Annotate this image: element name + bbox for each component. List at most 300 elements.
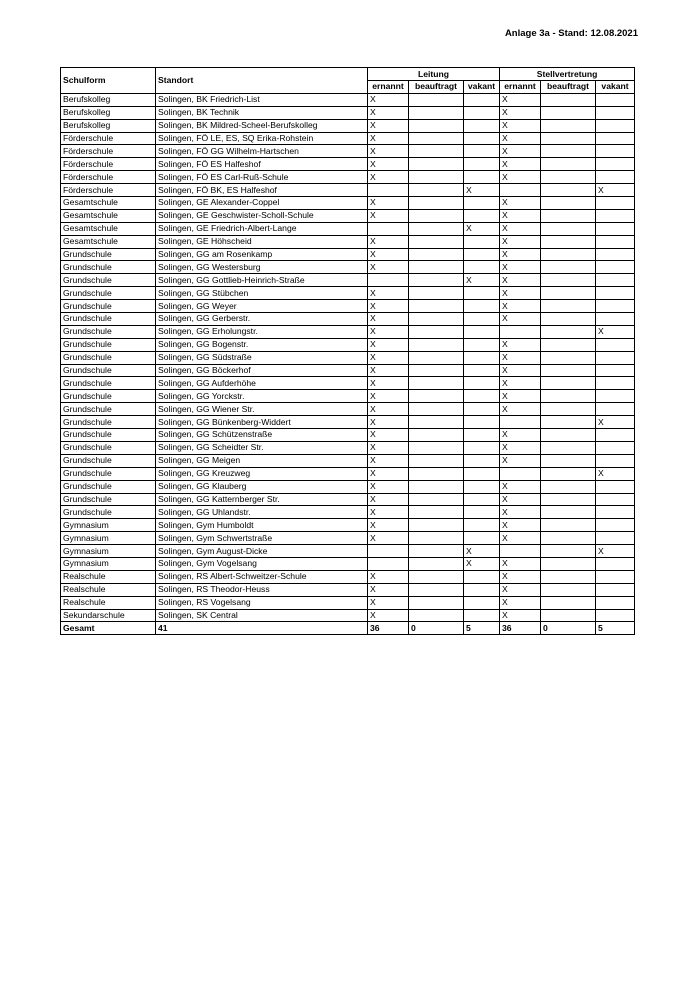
cell-schulform: Grundschule	[61, 325, 156, 338]
cell-leitung-vakant	[464, 338, 500, 351]
cell-leitung-ernannt: X	[368, 197, 409, 210]
header-leitung-beauftragt: beauftragt	[409, 81, 464, 94]
cell-schulform: Grundschule	[61, 377, 156, 390]
cell-standort: Solingen, FÖ BK, ES Halfeshof	[156, 184, 368, 197]
cell-leitung-vakant	[464, 300, 500, 313]
cell-standort: Solingen, Gym Vogelsang	[156, 557, 368, 570]
cell-stellvertretung-beauftragt	[541, 325, 596, 338]
cell-stellvertretung-beauftragt	[541, 416, 596, 429]
total-leitung-vakant: 5	[464, 622, 500, 635]
header-schulform: Schulform	[61, 68, 156, 94]
cell-stellvertretung-vakant	[596, 145, 635, 158]
cell-stellvertretung-beauftragt	[541, 570, 596, 583]
cell-leitung-vakant	[464, 480, 500, 493]
cell-leitung-beauftragt	[409, 235, 464, 248]
cell-stellvertretung-ernannt: X	[500, 583, 541, 596]
cell-leitung-vakant	[464, 377, 500, 390]
cell-stellvertretung-ernannt: X	[500, 119, 541, 132]
cell-standort: Solingen, RS Albert-Schweitzer-Schule	[156, 570, 368, 583]
cell-standort: Solingen, GG Klauberg	[156, 480, 368, 493]
cell-stellvertretung-beauftragt	[541, 248, 596, 261]
cell-stellvertretung-vakant	[596, 300, 635, 313]
cell-stellvertretung-beauftragt	[541, 596, 596, 609]
table-row	[61, 519, 635, 532]
cell-standort: Solingen, Gym Humboldt	[156, 519, 368, 532]
school-leadership-table	[60, 67, 635, 635]
cell-stellvertretung-vakant	[596, 171, 635, 184]
cell-leitung-ernannt: X	[368, 158, 409, 171]
table-row	[61, 609, 635, 622]
cell-schulform: Förderschule	[61, 145, 156, 158]
cell-stellvertretung-vakant	[596, 480, 635, 493]
cell-stellvertretung-vakant	[596, 222, 635, 235]
table-row	[61, 261, 635, 274]
header-leitung-vakant: vakant	[464, 81, 500, 94]
table-row	[61, 364, 635, 377]
cell-schulform: Gymnasium	[61, 532, 156, 545]
cell-schulform: Grundschule	[61, 441, 156, 454]
cell-stellvertretung-beauftragt	[541, 519, 596, 532]
cell-leitung-vakant	[464, 171, 500, 184]
cell-stellvertretung-ernannt: X	[500, 287, 541, 300]
table-row	[61, 545, 635, 558]
table-row	[61, 416, 635, 429]
cell-stellvertretung-beauftragt	[541, 261, 596, 274]
cell-stellvertretung-beauftragt	[541, 274, 596, 287]
table-row	[61, 235, 635, 248]
cell-leitung-beauftragt	[409, 441, 464, 454]
cell-stellvertretung-vakant	[596, 583, 635, 596]
cell-schulform: Förderschule	[61, 132, 156, 145]
cell-leitung-vakant	[464, 235, 500, 248]
cell-schulform: Grundschule	[61, 287, 156, 300]
cell-stellvertretung-vakant	[596, 274, 635, 287]
cell-standort: Solingen, GG Gottlieb-Heinrich-Straße	[156, 274, 368, 287]
cell-stellvertretung-beauftragt	[541, 403, 596, 416]
header-leitung: Leitung	[368, 68, 500, 81]
cell-leitung-beauftragt	[409, 261, 464, 274]
cell-stellvertretung-vakant	[596, 351, 635, 364]
cell-stellvertretung-vakant	[596, 338, 635, 351]
cell-schulform: Grundschule	[61, 480, 156, 493]
cell-stellvertretung-ernannt: X	[500, 209, 541, 222]
cell-leitung-ernannt: X	[368, 570, 409, 583]
cell-leitung-vakant	[464, 403, 500, 416]
cell-leitung-ernannt: X	[368, 351, 409, 364]
cell-schulform: Gymnasium	[61, 557, 156, 570]
cell-leitung-ernannt: X	[368, 119, 409, 132]
cell-standort: Solingen, GG Weyer	[156, 300, 368, 313]
cell-stellvertretung-ernannt: X	[500, 313, 541, 326]
cell-standort: Solingen, BK Mildred-Scheel-Berufskolleg	[156, 119, 368, 132]
cell-leitung-ernannt: X	[368, 519, 409, 532]
cell-stellvertretung-ernannt: X	[500, 493, 541, 506]
cell-standort: Solingen, GG Erholungstr.	[156, 325, 368, 338]
cell-leitung-ernannt: X	[368, 454, 409, 467]
cell-leitung-beauftragt	[409, 351, 464, 364]
cell-stellvertretung-vakant	[596, 132, 635, 145]
cell-schulform: Grundschule	[61, 506, 156, 519]
cell-stellvertretung-beauftragt	[541, 454, 596, 467]
cell-leitung-ernannt: X	[368, 390, 409, 403]
cell-leitung-ernannt: X	[368, 300, 409, 313]
table-row	[61, 429, 635, 442]
table-row	[61, 158, 635, 171]
cell-leitung-ernannt: X	[368, 364, 409, 377]
cell-leitung-beauftragt	[409, 519, 464, 532]
cell-stellvertretung-vakant	[596, 158, 635, 171]
cell-stellvertretung-beauftragt	[541, 441, 596, 454]
cell-stellvertretung-beauftragt	[541, 429, 596, 442]
cell-leitung-vakant: X	[464, 557, 500, 570]
cell-stellvertretung-ernannt: X	[500, 93, 541, 106]
cell-schulform: Förderschule	[61, 171, 156, 184]
cell-leitung-ernannt: X	[368, 235, 409, 248]
cell-leitung-ernannt: X	[368, 403, 409, 416]
cell-schulform: Berufskolleg	[61, 119, 156, 132]
cell-stellvertretung-vakant	[596, 235, 635, 248]
cell-standort: Solingen, GG Gerberstr.	[156, 313, 368, 326]
cell-leitung-ernannt: X	[368, 287, 409, 300]
total-label: Gesamt	[61, 622, 156, 635]
cell-standort: Solingen, GG Stübchen	[156, 287, 368, 300]
cell-schulform: Gesamtschule	[61, 197, 156, 210]
table-row	[61, 532, 635, 545]
total-stellvertretung-vakant: 5	[596, 622, 635, 635]
cell-stellvertretung-beauftragt	[541, 222, 596, 235]
cell-schulform: Realschule	[61, 583, 156, 596]
cell-schulform: Grundschule	[61, 300, 156, 313]
cell-schulform: Grundschule	[61, 248, 156, 261]
cell-leitung-vakant: X	[464, 184, 500, 197]
cell-schulform: Gesamtschule	[61, 235, 156, 248]
cell-stellvertretung-ernannt: X	[500, 570, 541, 583]
cell-stellvertretung-beauftragt	[541, 390, 596, 403]
cell-stellvertretung-ernannt: X	[500, 377, 541, 390]
cell-stellvertretung-ernannt	[500, 545, 541, 558]
cell-stellvertretung-ernannt: X	[500, 106, 541, 119]
header-stellvertretung: Stellvertretung	[500, 68, 635, 81]
cell-leitung-ernannt: X	[368, 145, 409, 158]
cell-standort: Solingen, GG Südstraße	[156, 351, 368, 364]
cell-leitung-beauftragt	[409, 545, 464, 558]
table-row	[61, 570, 635, 583]
total-stellvertretung-ernannt: 36	[500, 622, 541, 635]
cell-stellvertretung-vakant: X	[596, 467, 635, 480]
cell-leitung-vakant	[464, 493, 500, 506]
cell-standort: Solingen, GG Schützenstraße	[156, 429, 368, 442]
cell-leitung-beauftragt	[409, 248, 464, 261]
total-count: 41	[156, 622, 368, 635]
cell-leitung-ernannt	[368, 545, 409, 558]
table-row	[61, 313, 635, 326]
cell-standort: Solingen, RS Theodor-Heuss	[156, 583, 368, 596]
cell-stellvertretung-beauftragt	[541, 132, 596, 145]
cell-stellvertretung-vakant	[596, 570, 635, 583]
table-row	[61, 274, 635, 287]
cell-leitung-ernannt: X	[368, 532, 409, 545]
cell-leitung-ernannt: X	[368, 506, 409, 519]
cell-stellvertretung-ernannt: X	[500, 197, 541, 210]
total-stellvertretung-beauftragt: 0	[541, 622, 596, 635]
cell-schulform: Gesamtschule	[61, 222, 156, 235]
cell-leitung-vakant	[464, 454, 500, 467]
cell-leitung-vakant: X	[464, 222, 500, 235]
cell-leitung-beauftragt	[409, 119, 464, 132]
cell-standort: Solingen, GG Wiener Str.	[156, 403, 368, 416]
cell-stellvertretung-beauftragt	[541, 119, 596, 132]
cell-stellvertretung-ernannt: X	[500, 274, 541, 287]
cell-leitung-vakant	[464, 106, 500, 119]
cell-leitung-ernannt	[368, 222, 409, 235]
cell-leitung-beauftragt	[409, 132, 464, 145]
cell-stellvertretung-ernannt: X	[500, 429, 541, 442]
table-row	[61, 209, 635, 222]
cell-schulform: Berufskolleg	[61, 93, 156, 106]
cell-stellvertretung-ernannt: X	[500, 403, 541, 416]
cell-leitung-ernannt: X	[368, 338, 409, 351]
cell-schulform: Gymnasium	[61, 519, 156, 532]
cell-stellvertretung-ernannt	[500, 467, 541, 480]
cell-leitung-vakant	[464, 119, 500, 132]
cell-stellvertretung-beauftragt	[541, 209, 596, 222]
cell-stellvertretung-ernannt: X	[500, 248, 541, 261]
cell-stellvertretung-vakant	[596, 390, 635, 403]
cell-leitung-ernannt: X	[368, 467, 409, 480]
cell-leitung-beauftragt	[409, 325, 464, 338]
total-row	[61, 622, 635, 635]
cell-stellvertretung-beauftragt	[541, 609, 596, 622]
page-title: Anlage 3a - Stand: 12.08.2021	[504, 28, 638, 39]
cell-leitung-beauftragt	[409, 454, 464, 467]
cell-schulform: Grundschule	[61, 429, 156, 442]
cell-schulform: Berufskolleg	[61, 106, 156, 119]
cell-schulform: Grundschule	[61, 364, 156, 377]
cell-stellvertretung-ernannt: X	[500, 596, 541, 609]
table-row	[61, 441, 635, 454]
cell-stellvertretung-ernannt: X	[500, 454, 541, 467]
cell-stellvertretung-ernannt	[500, 184, 541, 197]
cell-stellvertretung-vakant	[596, 377, 635, 390]
cell-leitung-ernannt: X	[368, 325, 409, 338]
cell-standort: Solingen, GG am Rosenkamp	[156, 248, 368, 261]
cell-stellvertretung-vakant	[596, 106, 635, 119]
cell-schulform: Grundschule	[61, 338, 156, 351]
cell-leitung-vakant: X	[464, 545, 500, 558]
cell-stellvertretung-ernannt	[500, 325, 541, 338]
cell-leitung-vakant	[464, 248, 500, 261]
cell-leitung-beauftragt	[409, 583, 464, 596]
cell-stellvertretung-vakant	[596, 429, 635, 442]
header-stellvertretung-ernannt: ernannt	[500, 81, 541, 94]
cell-standort: Solingen, SK Central	[156, 609, 368, 622]
cell-standort: Solingen, GG Westersburg	[156, 261, 368, 274]
table-row	[61, 467, 635, 480]
cell-leitung-beauftragt	[409, 222, 464, 235]
cell-standort: Solingen, GG Kreuzweg	[156, 467, 368, 480]
cell-schulform: Realschule	[61, 596, 156, 609]
cell-schulform: Gesamtschule	[61, 209, 156, 222]
total-leitung-beauftragt: 0	[409, 622, 464, 635]
cell-schulform: Förderschule	[61, 184, 156, 197]
cell-leitung-vakant	[464, 93, 500, 106]
table-row	[61, 583, 635, 596]
table-row	[61, 145, 635, 158]
cell-stellvertretung-ernannt: X	[500, 519, 541, 532]
cell-standort: Solingen, FÖ LE, ES, SQ Erika-Rohstein	[156, 132, 368, 145]
cell-leitung-beauftragt	[409, 429, 464, 442]
table-row	[61, 119, 635, 132]
cell-stellvertretung-beauftragt	[541, 351, 596, 364]
cell-leitung-vakant	[464, 209, 500, 222]
cell-leitung-vakant	[464, 325, 500, 338]
cell-stellvertretung-vakant	[596, 93, 635, 106]
cell-stellvertretung-vakant: X	[596, 416, 635, 429]
cell-leitung-vakant	[464, 313, 500, 326]
cell-standort: Solingen, GG Böckerhof	[156, 364, 368, 377]
cell-stellvertretung-vakant	[596, 532, 635, 545]
cell-leitung-beauftragt	[409, 158, 464, 171]
cell-standort: Solingen, GE Geschwister-Scholl-Schule	[156, 209, 368, 222]
cell-schulform: Realschule	[61, 570, 156, 583]
cell-stellvertretung-vakant	[596, 197, 635, 210]
header-stellvertretung-beauftragt: beauftragt	[541, 81, 596, 94]
table-row	[61, 454, 635, 467]
cell-schulform: Grundschule	[61, 467, 156, 480]
cell-schulform: Grundschule	[61, 403, 156, 416]
cell-stellvertretung-beauftragt	[541, 300, 596, 313]
table-row	[61, 557, 635, 570]
cell-stellvertretung-vakant	[596, 454, 635, 467]
cell-stellvertretung-beauftragt	[541, 287, 596, 300]
cell-stellvertretung-vakant	[596, 287, 635, 300]
cell-stellvertretung-vakant	[596, 119, 635, 132]
cell-leitung-ernannt: X	[368, 106, 409, 119]
cell-stellvertretung-beauftragt	[541, 545, 596, 558]
cell-leitung-vakant	[464, 506, 500, 519]
cell-stellvertretung-vakant	[596, 364, 635, 377]
table-row	[61, 325, 635, 338]
cell-leitung-beauftragt	[409, 506, 464, 519]
table-row	[61, 93, 635, 106]
table-row	[61, 596, 635, 609]
cell-leitung-ernannt: X	[368, 377, 409, 390]
cell-leitung-vakant	[464, 158, 500, 171]
cell-stellvertretung-ernannt: X	[500, 338, 541, 351]
cell-standort: Solingen, RS Vogelsang	[156, 596, 368, 609]
cell-leitung-beauftragt	[409, 197, 464, 210]
table-row	[61, 506, 635, 519]
cell-stellvertretung-ernannt: X	[500, 132, 541, 145]
cell-stellvertretung-beauftragt	[541, 506, 596, 519]
cell-stellvertretung-ernannt: X	[500, 171, 541, 184]
cell-leitung-beauftragt	[409, 596, 464, 609]
cell-stellvertretung-vakant	[596, 403, 635, 416]
cell-standort: Solingen, Gym August-Dicke	[156, 545, 368, 558]
cell-leitung-beauftragt	[409, 300, 464, 313]
cell-standort: Solingen, GE Höhscheid	[156, 235, 368, 248]
cell-stellvertretung-beauftragt	[541, 93, 596, 106]
cell-standort: Solingen, GG Katternberger Str.	[156, 493, 368, 506]
cell-leitung-ernannt: X	[368, 132, 409, 145]
cell-stellvertretung-ernannt: X	[500, 364, 541, 377]
cell-standort: Solingen, BK Technik	[156, 106, 368, 119]
cell-leitung-ernannt: X	[368, 248, 409, 261]
cell-standort: Solingen, FÖ ES Halfeshof	[156, 158, 368, 171]
cell-leitung-beauftragt	[409, 493, 464, 506]
header-stellvertretung-vakant: vakant	[596, 81, 635, 94]
cell-stellvertretung-ernannt: X	[500, 222, 541, 235]
cell-stellvertretung-vakant	[596, 261, 635, 274]
cell-stellvertretung-vakant	[596, 493, 635, 506]
cell-standort: Solingen, GG Scheidter Str.	[156, 441, 368, 454]
cell-leitung-beauftragt	[409, 171, 464, 184]
cell-standort: Solingen, BK Friedrich-List	[156, 93, 368, 106]
cell-leitung-beauftragt	[409, 377, 464, 390]
cell-leitung-beauftragt	[409, 287, 464, 300]
table-row	[61, 493, 635, 506]
cell-stellvertretung-ernannt: X	[500, 441, 541, 454]
cell-leitung-vakant	[464, 261, 500, 274]
cell-stellvertretung-beauftragt	[541, 197, 596, 210]
cell-schulform: Grundschule	[61, 274, 156, 287]
cell-leitung-beauftragt	[409, 416, 464, 429]
cell-stellvertretung-beauftragt	[541, 467, 596, 480]
cell-leitung-vakant: X	[464, 274, 500, 287]
cell-standort: Solingen, GG Bünkenberg-Widdert	[156, 416, 368, 429]
cell-leitung-ernannt: X	[368, 261, 409, 274]
cell-leitung-beauftragt	[409, 467, 464, 480]
cell-stellvertretung-vakant	[596, 596, 635, 609]
cell-leitung-ernannt: X	[368, 429, 409, 442]
total-leitung-ernannt: 36	[368, 622, 409, 635]
cell-stellvertretung-ernannt: X	[500, 145, 541, 158]
cell-leitung-beauftragt	[409, 106, 464, 119]
cell-schulform: Grundschule	[61, 416, 156, 429]
cell-stellvertretung-beauftragt	[541, 338, 596, 351]
cell-leitung-beauftragt	[409, 570, 464, 583]
cell-stellvertretung-vakant: X	[596, 325, 635, 338]
cell-leitung-beauftragt	[409, 313, 464, 326]
cell-standort: Solingen, GG Bogenstr.	[156, 338, 368, 351]
cell-standort: Solingen, GG Meigen	[156, 454, 368, 467]
cell-schulform: Grundschule	[61, 493, 156, 506]
cell-standort: Solingen, FÖ GG Wilhelm-Hartschen	[156, 145, 368, 158]
cell-leitung-ernannt: X	[368, 493, 409, 506]
cell-stellvertretung-vakant	[596, 609, 635, 622]
cell-leitung-ernannt: X	[368, 209, 409, 222]
cell-leitung-beauftragt	[409, 93, 464, 106]
cell-stellvertretung-beauftragt	[541, 480, 596, 493]
cell-stellvertretung-beauftragt	[541, 532, 596, 545]
cell-stellvertretung-vakant	[596, 209, 635, 222]
cell-leitung-vakant	[464, 596, 500, 609]
cell-leitung-beauftragt	[409, 532, 464, 545]
cell-leitung-vakant	[464, 441, 500, 454]
table-row	[61, 403, 635, 416]
cell-standort: Solingen, GG Yorckstr.	[156, 390, 368, 403]
cell-leitung-ernannt	[368, 557, 409, 570]
cell-stellvertretung-vakant	[596, 313, 635, 326]
table-row	[61, 287, 635, 300]
cell-stellvertretung-ernannt: X	[500, 261, 541, 274]
cell-schulform: Grundschule	[61, 261, 156, 274]
table-row	[61, 377, 635, 390]
table-row	[61, 184, 635, 197]
cell-stellvertretung-beauftragt	[541, 377, 596, 390]
cell-stellvertretung-vakant	[596, 441, 635, 454]
cell-stellvertretung-ernannt: X	[500, 351, 541, 364]
